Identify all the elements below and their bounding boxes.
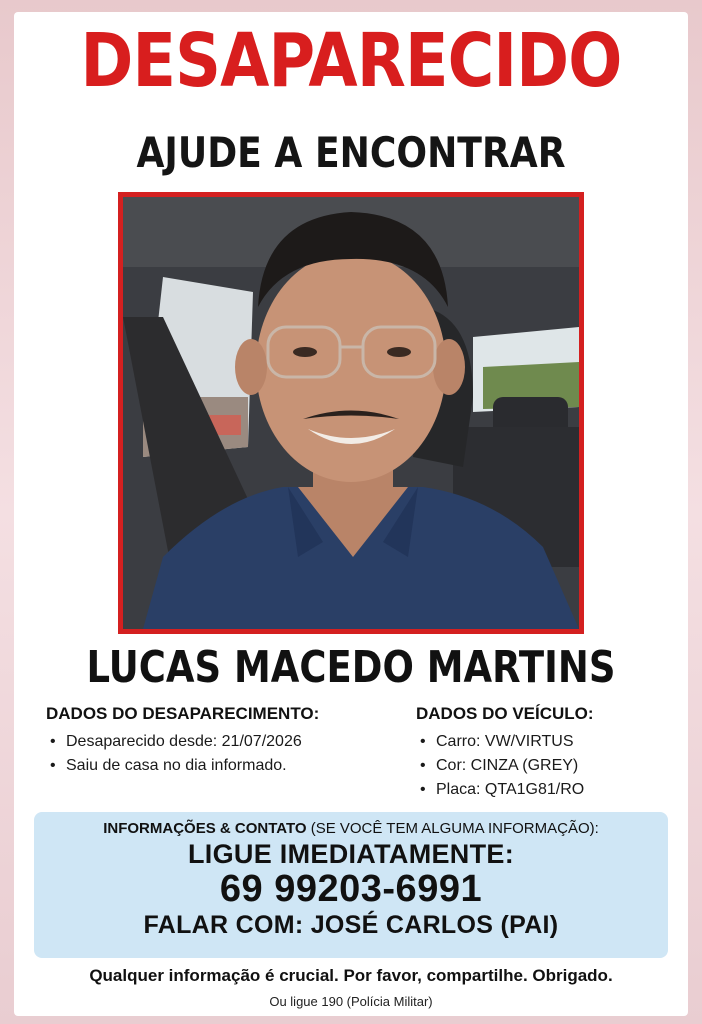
disappearance-list [46, 730, 406, 778]
list-item: • Saiu de casa no dia informado. [66, 754, 406, 778]
list-item: • Placa: QTA1G81/RO [436, 778, 676, 802]
list-item: • Desaparecido desde: 21/07/2026 [66, 730, 406, 754]
disappearance-details [46, 704, 406, 778]
vehicle-list [416, 730, 676, 802]
call-now-label: LIGUE IMEDIATAMENTE: [188, 839, 514, 869]
list-item: • Carro: VW/VIRTUS [436, 730, 676, 754]
vehicle-details [416, 704, 676, 802]
missing-person-name: LUCAS MACEDO MARTINS [86, 642, 616, 693]
contact-box [34, 812, 668, 958]
contact-heading [34, 820, 668, 837]
contact-heading-bold: INFORMAÇÕES & CONTATO [103, 820, 307, 837]
list-item: • Cor: CINZA (GREY) [436, 754, 676, 778]
footer-police-note: Ou ligue 190 (Polícia Militar) [269, 994, 433, 1009]
person-photo-illustration [123, 197, 579, 629]
photo-frame [118, 192, 584, 634]
footer-message: Qualquer informação é crucial. Por favor, compartilhe. Obrigado. [89, 966, 613, 985]
contact-person: FALAR COM: JOSÉ CARLOS (PAI) [143, 911, 559, 939]
poster-title: DESAPARECIDO [80, 18, 622, 104]
person-photo [123, 197, 579, 629]
contact-phone: 69 99203-6991 [219, 868, 483, 910]
poster-subtitle: AJUDE A ENCONTRAR [136, 128, 566, 177]
vehicle-heading: DADOS DO VEÍCULO: [416, 704, 594, 723]
contact-heading-rest: (SE VOCÊ TEM ALGUMA INFORMAÇÃO): [306, 820, 599, 837]
disappearance-heading: DADOS DO DESAPARECIMENTO: [46, 704, 320, 723]
